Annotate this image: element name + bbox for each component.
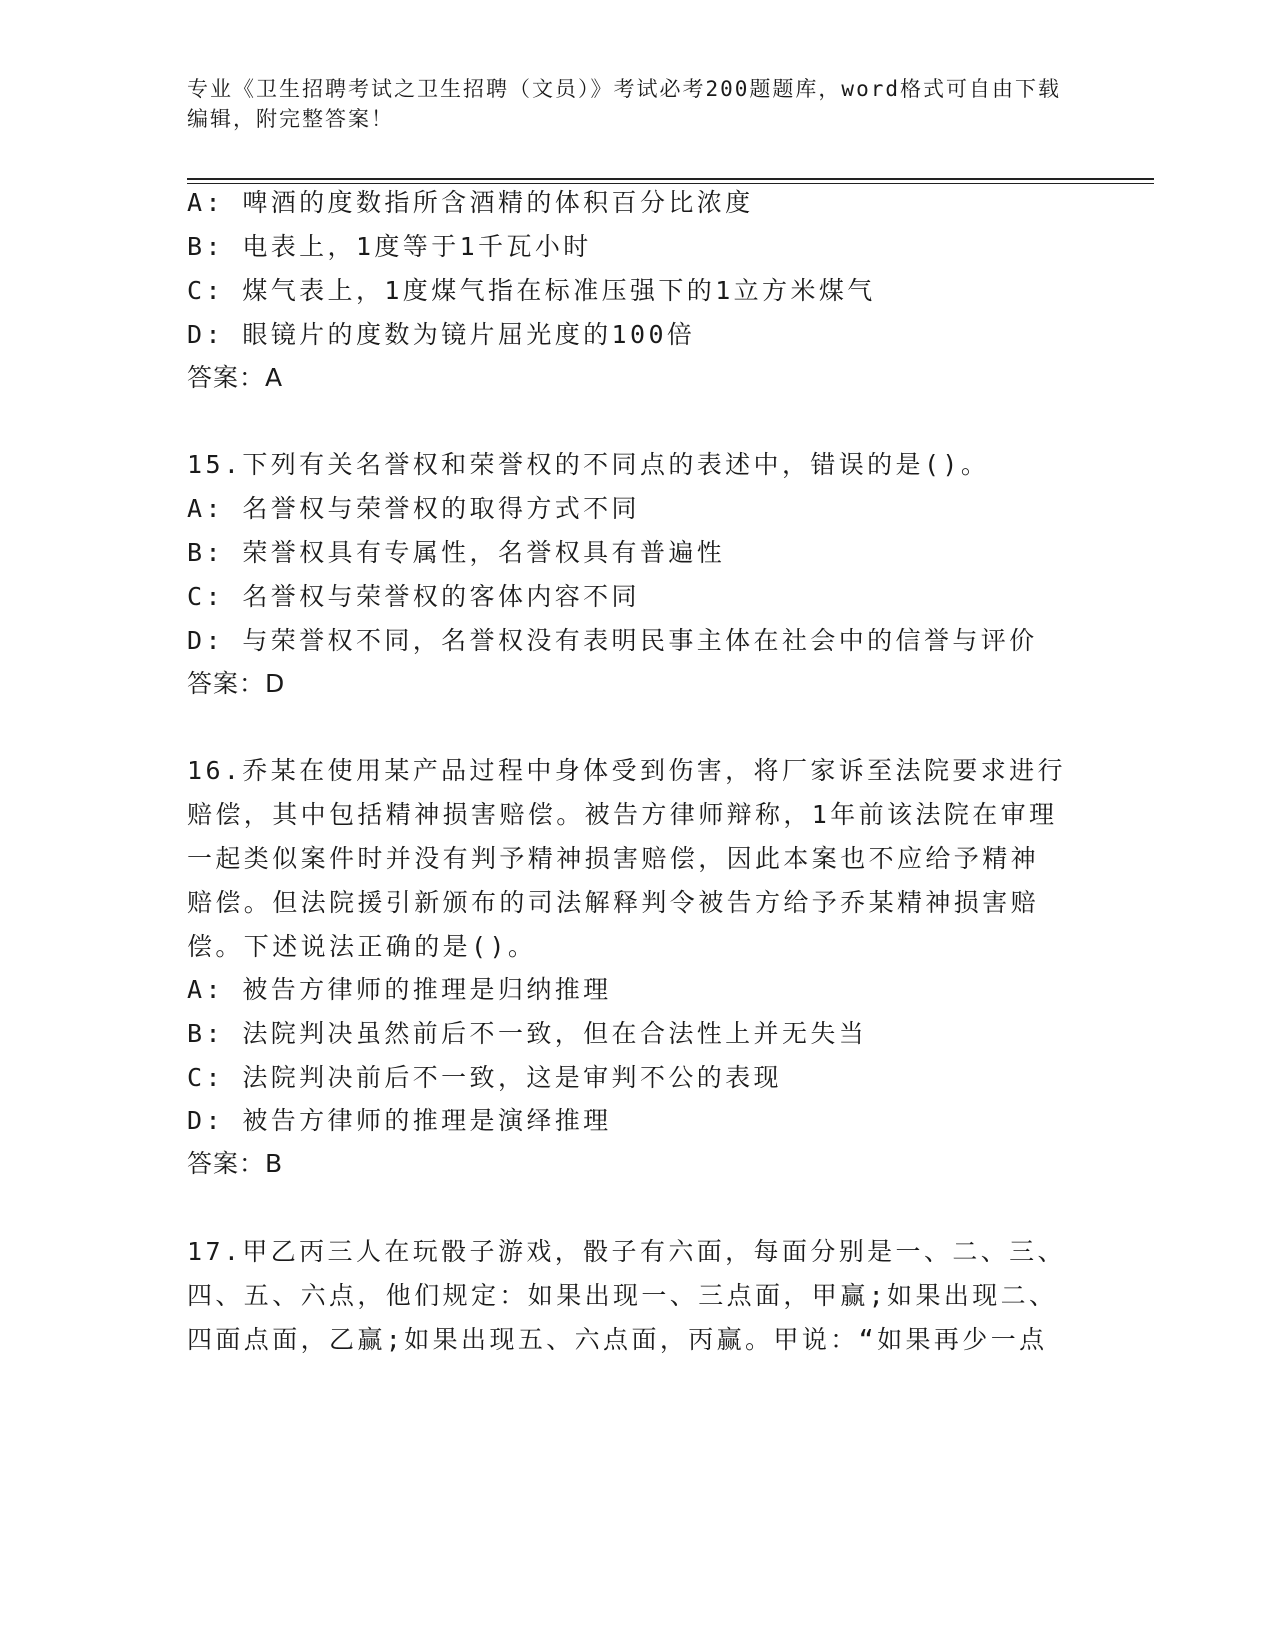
q17-stem-line: 四面点面，乙赢;如果出现五、六点面，丙赢。甲说：“如果再少一点: [187, 1325, 1048, 1354]
q14-option-b: B: 电表上，1度等于1千瓦小时: [187, 232, 592, 261]
q16-stem-line: 一起类似案件时并没有判予精神损害赔偿，因此本案也不应给予精神: [187, 844, 1040, 873]
q16-option-a: A: 被告方律师的推理是归纳推理: [187, 975, 612, 1004]
q15-option-b: B: 荣誉权具有专属性，名誉权具有普遍性: [187, 538, 726, 567]
q16-stem-line: 赔偿。但法院援引新颁布的司法解释判令被告方给予乔某精神损害赔: [187, 888, 1040, 917]
q16-stem-line: 偿。下述说法正确的是()。: [187, 932, 537, 961]
q14-option-c: C: 煤气表上，1度煤气指在标准压强下的1立方米煤气: [187, 276, 876, 305]
q16-option-c: C: 法院判决前后不一致，这是审判不公的表现: [187, 1063, 782, 1092]
q15-option-c: C: 名誉权与荣誉权的客体内容不同: [187, 582, 640, 611]
q16-stem-line: 16.乔某在使用某产品过程中身体受到伤害，将厂家诉至法院要求进行: [187, 756, 1066, 785]
q16-stem-line: 赔偿，其中包括精神损害赔偿。被告方律师辩称，1年前该法院在审理: [187, 800, 1058, 829]
header-rule-thin: [187, 183, 1154, 184]
q16-answer: 答案：B: [187, 1149, 284, 1178]
q16-option-b: B: 法院判决虽然前后不一致，但在合法性上并无失当: [187, 1019, 868, 1048]
q15-answer: 答案：D: [187, 669, 286, 698]
q15-option-a: A: 名誉权与荣誉权的取得方式不同: [187, 494, 640, 523]
q14-answer: 答案：A: [187, 363, 284, 392]
q14-option-d: D: 眼镜片的度数为镜片屈光度的100倍: [187, 320, 696, 349]
q15-option-d: D: 与荣誉权不同，名誉权没有表明民事主体在社会中的信誉与评价: [187, 626, 1038, 655]
header-rule-thick: [187, 178, 1154, 180]
q14-option-a: A: 啤酒的度数指所含酒精的体积百分比浓度: [187, 188, 754, 217]
q17-stem-line: 四、五、六点，他们规定：如果出现一、三点面，甲赢;如果出现二、: [187, 1281, 1058, 1310]
q16-option-d: D: 被告方律师的推理是演绎推理: [187, 1106, 612, 1135]
q17-stem-line: 17.甲乙丙三人在玩骰子游戏，骰子有六面，每面分别是一、二、三、: [187, 1237, 1066, 1266]
q15-stem: 15.下列有关名誉权和荣誉权的不同点的表述中，错误的是()。: [187, 450, 990, 479]
document-header: 专业《卫生招聘考试之卫生招聘（文员）》考试必考200题题库，word格式可自由下载编辑，附完整答案！: [187, 77, 1061, 131]
